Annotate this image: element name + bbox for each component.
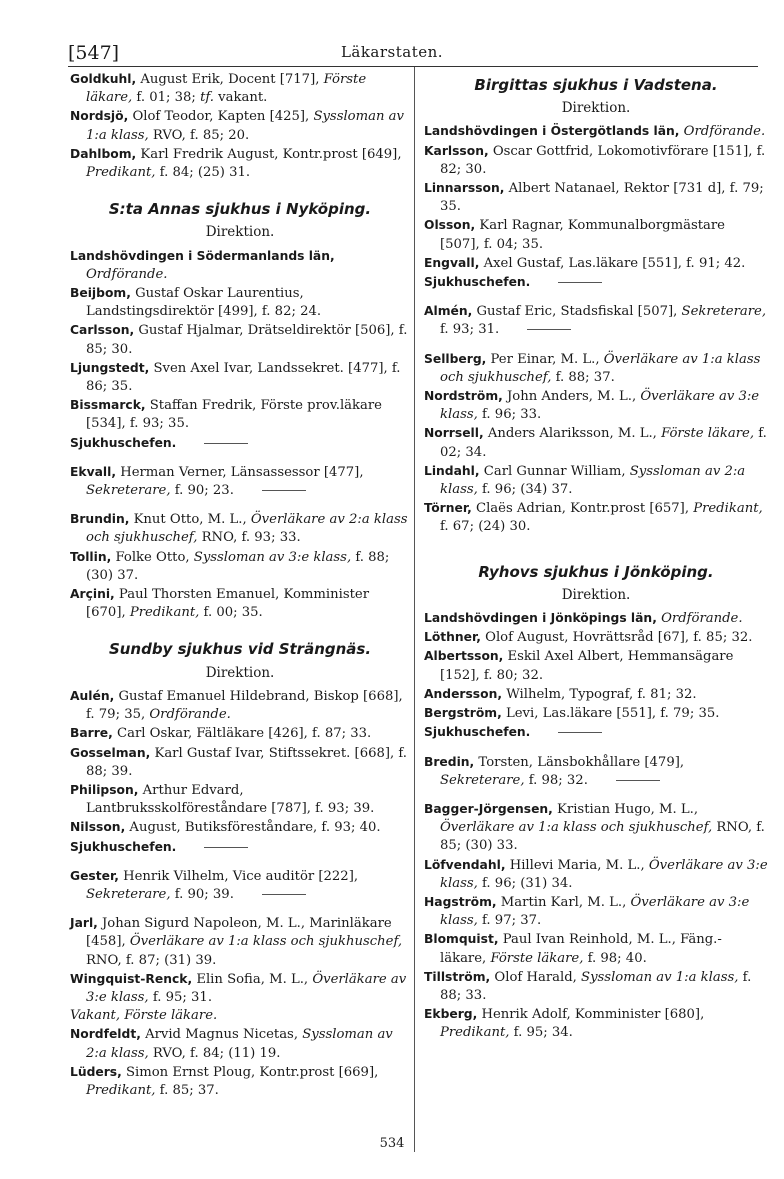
entry-title: Predikant, (129, 605, 200, 621)
list-item (70, 687, 410, 724)
list-item (70, 107, 410, 144)
list-item (424, 930, 768, 967)
entry-details: Henrik Vilhelm, Vice auditör [222], (118, 868, 359, 884)
list-item (424, 273, 768, 292)
entry-name: Törner, (424, 501, 472, 516)
entry-title: Predikant, (86, 165, 156, 181)
entry-details: Carl Oskar, Fältläkare [426], f. 87; 33. (112, 726, 372, 742)
list-item (70, 548, 410, 585)
page-number: [547] (68, 42, 120, 64)
list-item (424, 893, 768, 930)
list-item (70, 970, 410, 1007)
column-divider (414, 67, 415, 1152)
entry-name: Landshövdingen i Östergötlands län, (424, 124, 680, 139)
entry-details: f. 84; (25) 31. (155, 165, 251, 181)
entry-title: Förste läkare, (661, 426, 755, 442)
entry-name: Blomquist, (424, 932, 499, 947)
entry-details: Per Einar, M. L., (486, 351, 604, 367)
list-item (70, 396, 410, 433)
list-item (70, 247, 410, 284)
list-item (424, 387, 768, 424)
section-subtitle: Direktion. (205, 664, 275, 681)
entry-name: Gosselman, (70, 745, 151, 760)
header-rule (68, 66, 758, 67)
entry-title: Predikant, (440, 1025, 510, 1041)
entry-title: Förste läkare, (490, 950, 584, 966)
entry-details: Folke Otto, (111, 549, 194, 565)
list-item (70, 585, 410, 622)
entry-name: Sjukhuschefen. (424, 725, 531, 740)
entry-dash (558, 282, 602, 283)
entry-details: f. 88; 37. (551, 369, 615, 385)
list-item (424, 122, 768, 141)
entry-name: Ekberg, (424, 1007, 478, 1022)
entry-details: Johan Sigurd Napoleon, M. L., Marinläkare [458], (86, 916, 392, 950)
entry-details: Olof Harald, (490, 969, 582, 985)
list-item (70, 914, 410, 970)
list-item (70, 463, 410, 500)
entry-details: Eskil Axel Albert, Hemmansägare [152], f. 80; 32. (440, 649, 734, 683)
entry-title: Överläkare av 1:a klass och sjukhuschef, (129, 934, 403, 950)
list-item (424, 856, 768, 893)
section-subtitle: Direktion. (205, 224, 275, 241)
entry-name: Engvall, (424, 255, 480, 270)
entry-details: f. 93; 31. (440, 322, 500, 338)
entry-details: f. 01; 38; (132, 90, 201, 106)
list-item (70, 284, 410, 321)
entry-name: Norrsell, (424, 426, 484, 441)
entry-details: August Erik, Docent [717], (136, 72, 324, 87)
entry-name: Albertsson, (424, 649, 504, 664)
entry-name: Sjukhuschefen. (70, 839, 177, 854)
entry-details: Karl Ragnar, Kommunalborgmästare [507], f. 04; 35. (440, 218, 725, 252)
entry-name: Dahlbom, (70, 146, 137, 161)
entry-name: Karlsson, (424, 143, 489, 158)
right-column (424, 70, 768, 1043)
entry-name: Sjukhuschefen. (424, 275, 531, 290)
entry-details: Gustaf Hjalmar, Drätseldirektör [506], f. 85; 30. (86, 323, 408, 357)
entry-details: Henrik Adolf, Komminister [680], (477, 1007, 705, 1023)
entry-details: Gustaf Emanuel Hildebrand, Biskop [668], f. 79; 35, (86, 688, 403, 723)
list-item (424, 179, 768, 216)
entry-name: Barre, (70, 726, 113, 741)
entry-title: Ordförande. (86, 266, 168, 282)
entry-title: Överläkare av 1:a klass och sjukhuschef, (440, 351, 761, 385)
entry-title: Sekreterare, (440, 772, 525, 788)
entry-name: Löfvendahl, (424, 857, 506, 872)
entry-name: Bissmarck, (70, 398, 146, 413)
list-item (70, 145, 410, 182)
list-item (424, 609, 768, 628)
folio-number: 534 (379, 1136, 405, 1151)
entry-details: Kristian Hugo, M. L., (552, 801, 699, 817)
entry-name: Jarl, (70, 916, 98, 931)
running-head: Läkarstaten. (340, 43, 444, 61)
list-item (70, 724, 410, 743)
entry-dash (558, 732, 602, 733)
entry-details: Torsten, Länsbokhållare [479], (474, 754, 685, 770)
section-title: S:ta Annas sjukhus i Nyköping. (108, 200, 372, 219)
list-item (424, 462, 768, 499)
list-item (70, 781, 410, 818)
entry-details: Martin Karl, M. L., (496, 894, 631, 910)
entry-name: Lüders, (70, 1064, 122, 1079)
entry-name: Aulén, (70, 688, 115, 703)
entry-dash (616, 780, 660, 781)
entry-name: Goldkuhl, (70, 72, 137, 86)
entry-details: August, Butiksföreståndare, f. 93; 40. (125, 820, 381, 836)
list-item (424, 968, 768, 1005)
entry-name: Landshövdingen i Jönköpings län, (424, 611, 657, 626)
list-item (424, 647, 768, 684)
entry-details: Karl Fredrik August, Kontr.prost [649], (136, 146, 402, 162)
entry-title: Syssloman av 2:a klass, (440, 463, 746, 498)
entry-title: Sekreterare, (86, 483, 171, 499)
entry-title: Överläkare av 3:e klass, (440, 857, 768, 891)
section-subtitle: Direktion. (561, 586, 631, 603)
entry-details: Arthur Edvard, Lantbruksskolföreståndare [787], f. 93; 39. (86, 782, 375, 817)
entry-name: Olsson, (424, 218, 476, 233)
entry-details: Carl Gunnar William, (479, 463, 630, 479)
entry-details: Arvid Magnus Nicetas, (140, 1027, 303, 1043)
list-item (70, 434, 410, 453)
entry-details: Olof Teodor, Kapten [425], (128, 109, 314, 125)
list-item (424, 254, 768, 273)
entry-name: Sellberg, (424, 351, 487, 366)
entry-details: f. 98; 40. (583, 950, 647, 966)
entry-details: Claës Adrian, Kontr.prost [657], (471, 501, 694, 517)
entry-details: f. 95; 31. (148, 989, 213, 1005)
list-item (70, 867, 410, 904)
entry-name: Carlsson, (70, 323, 135, 338)
entry-name: Nilsson, (70, 820, 126, 835)
entry-name: Beijbom, (70, 286, 131, 301)
entry-details: Elin Sofia, M. L., (192, 971, 313, 987)
list-item (424, 424, 768, 461)
entry-details: Hillevi Maria, M. L., (505, 857, 649, 873)
entry-details: f. 88; (30) 37. (86, 549, 390, 583)
entry-dash (204, 847, 248, 848)
entry-details: f. 85; 37. (155, 1082, 219, 1098)
entry-title: Predikant, (86, 1082, 156, 1098)
entry-details: Paul Thorsten Emanuel, Komminister [670], (86, 587, 369, 621)
list-item (424, 753, 768, 790)
entry-name: Andersson, (424, 686, 502, 701)
list-item (424, 1005, 768, 1042)
entry-title: Överläkare av 3:e klass, (86, 971, 407, 1005)
entry-name: Ljungstedt, (70, 360, 150, 375)
entry-name: Lindahl, (424, 463, 480, 478)
entry-details: f. 98; 32. (524, 772, 588, 788)
entry-details: Herman Verner, Länsassessor [477], (116, 464, 364, 480)
entry-title: Överläkare av 1:a klass och sjukhuschef, (440, 820, 713, 836)
entry-dash (262, 894, 306, 895)
entry-title: Vakant, (70, 1008, 125, 1024)
entry-title: Syssloman av 1:a klass, (581, 969, 739, 985)
entry-name: Tillström, (424, 969, 491, 984)
entry-details: vakant. (213, 90, 268, 106)
entry-details: Karl Gustaf Ivar, Stiftssekret. [668], f. 88; 39. (86, 745, 407, 779)
entry-details: Olof August, Hovrättsråd [67], f. 85; 32. (480, 630, 753, 646)
list-item (70, 838, 410, 857)
entry-title: Överläkare av 2:a klass och sjukhuschef, (86, 512, 408, 546)
list-item (70, 818, 410, 837)
entry-dash (262, 490, 306, 491)
entry-details: Gustaf Oskar Laurentius, Landstingsdirektör [499], f. 82; 24. (86, 286, 322, 320)
entry-name: Nordfeldt, (70, 1027, 141, 1042)
list-item (70, 321, 410, 358)
entry-details: RNO, f. 87; (31) 39. (86, 952, 217, 968)
entry-title: Överläkare av 3:e klass, (440, 389, 760, 423)
list-item (70, 744, 410, 781)
section-title: Birgittas sjukhus i Vadstena. (474, 76, 718, 94)
entry-name: Bredin, (424, 754, 475, 769)
entry-name: Nordström, (424, 389, 503, 404)
entry-details: Wilhelm, Typograf, f. 81; 32. (502, 686, 697, 702)
list-item (424, 350, 768, 387)
entry-title: Förste läkare. (124, 1008, 218, 1024)
entry-name: Sjukhuschefen. (70, 435, 177, 450)
list-item (424, 685, 768, 704)
list-item (424, 800, 768, 856)
entry-name: Ekvall, (70, 464, 116, 479)
entry-details: Sven Axel Ivar, Landssekret. [477], f. 86; 35. (86, 360, 401, 395)
entry-name: Bergström, (424, 706, 502, 721)
entry-title: Ordförande. (683, 124, 766, 140)
entry-name: Arçini, (70, 587, 115, 602)
entry-details: f. 90; 23. (170, 483, 234, 499)
list-item (70, 1025, 410, 1062)
entry-details: f. 67; (24) 30. (440, 519, 531, 535)
entry-details: f. 96; (34) 37. (477, 482, 573, 498)
entry-details: RNO, f. 93; 33. (197, 530, 301, 546)
list-item (70, 70, 410, 107)
entry-title: Sekreterare, (86, 886, 171, 902)
entry-title: Ordförande. (149, 707, 231, 723)
section-title: Ryhovs sjukhus i Jönköping. (478, 562, 714, 581)
entry-dash (527, 329, 571, 330)
entry-details: Simon Ernst Ploug, Kontr.prost [669], (121, 1064, 379, 1080)
entry-name: Löthner, (424, 630, 481, 645)
list-item (424, 216, 768, 253)
entry-details: f. 00; 35. (199, 605, 263, 621)
entry-title: Ordförande. (661, 611, 743, 627)
entry-details: Paul Ivan Reinhold, M. L., Fäng.-läkare, (440, 932, 722, 966)
entry-title: Förste läkare, (86, 72, 367, 106)
list-item (70, 510, 410, 547)
list-item (424, 302, 768, 339)
entry-name: Nordsjö, (70, 109, 129, 124)
entry-name: Brundin, (70, 512, 130, 527)
entry-name: Linnarsson, (424, 181, 505, 196)
list-item (70, 1007, 410, 1025)
entry-name: Wingquist-Renck, (70, 971, 193, 986)
entry-details: Levi, Las.läkare [551], f. 79; 35. (501, 706, 720, 722)
entry-details: f. 90; 39. (170, 886, 234, 902)
list-item (424, 142, 768, 179)
entry-details: Oscar Gottfrid, Lokomotivförare [151], f. 82; 30. (440, 143, 766, 177)
section-subtitle: Direktion. (561, 100, 631, 117)
entry-title: Överläkare av 3:e klass, (440, 894, 750, 929)
entry-details: RVO, f. 84; (11) 19. (148, 1045, 281, 1061)
entry-title: Syssloman av 1:a klass, (86, 109, 404, 143)
entry-name: Tollin, (70, 549, 112, 564)
list-item (424, 704, 768, 723)
list-item (70, 1063, 410, 1100)
entry-details: f. 96; (31) 34. (477, 875, 573, 891)
left-column (70, 70, 410, 1100)
list-item (424, 723, 768, 742)
entry-name: Philipson, (70, 782, 139, 797)
entry-title: Syssloman av 2:a klass, (86, 1027, 393, 1061)
entry-title: Predikant, (693, 501, 763, 517)
entry-details: Axel Gustaf, Las.läkare [551], f. 91; 42. (479, 255, 746, 271)
entry-name: Hagström, (424, 894, 497, 909)
entry-name: Gester, (70, 868, 119, 883)
list-item (424, 499, 768, 536)
list-item (70, 359, 410, 396)
entry-details: f. 02; 34. (440, 426, 767, 460)
section-title: Sundby sjukhus vid Strängnäs. (108, 640, 372, 659)
list-item (424, 628, 768, 647)
entry-details: Anders Alariksson, M. L., (483, 426, 662, 442)
entry-details: f. 88; 33. (440, 969, 752, 1003)
entry-details: Staffan Fredrik, Förste prov.läkare [534], f. 93; 35. (86, 398, 382, 432)
entry-details: Knut Otto, M. L., (129, 512, 251, 528)
entry-details: Albert Natanael, Rektor [731 d], f. 79; 35. (440, 181, 764, 215)
entry-dash (204, 443, 248, 444)
entry-details: RNO, f. 85; (30) 33. (440, 820, 765, 854)
entry-title: Syssloman av 3:e klass, (193, 549, 352, 565)
entry-details: f. 97; 37. (477, 913, 542, 929)
entry-name: Landshövdingen i Södermanlands län, (70, 248, 335, 263)
entry-title: Sekreterare, (681, 304, 767, 320)
entry-details: f. 95; 34. (509, 1025, 573, 1041)
entry-name: Bagger-Jörgensen, (424, 801, 553, 816)
entry-details: Gustaf Eric, Stadsfiskal [507], (472, 304, 682, 320)
entry-details: RVO, f. 85; 20. (148, 127, 250, 143)
entry-details: f. 96; 33. (477, 407, 542, 423)
entry-title: tf. (200, 90, 214, 106)
entry-name: Almén, (424, 304, 473, 319)
entry-details: John Anders, M. L., (502, 389, 641, 405)
